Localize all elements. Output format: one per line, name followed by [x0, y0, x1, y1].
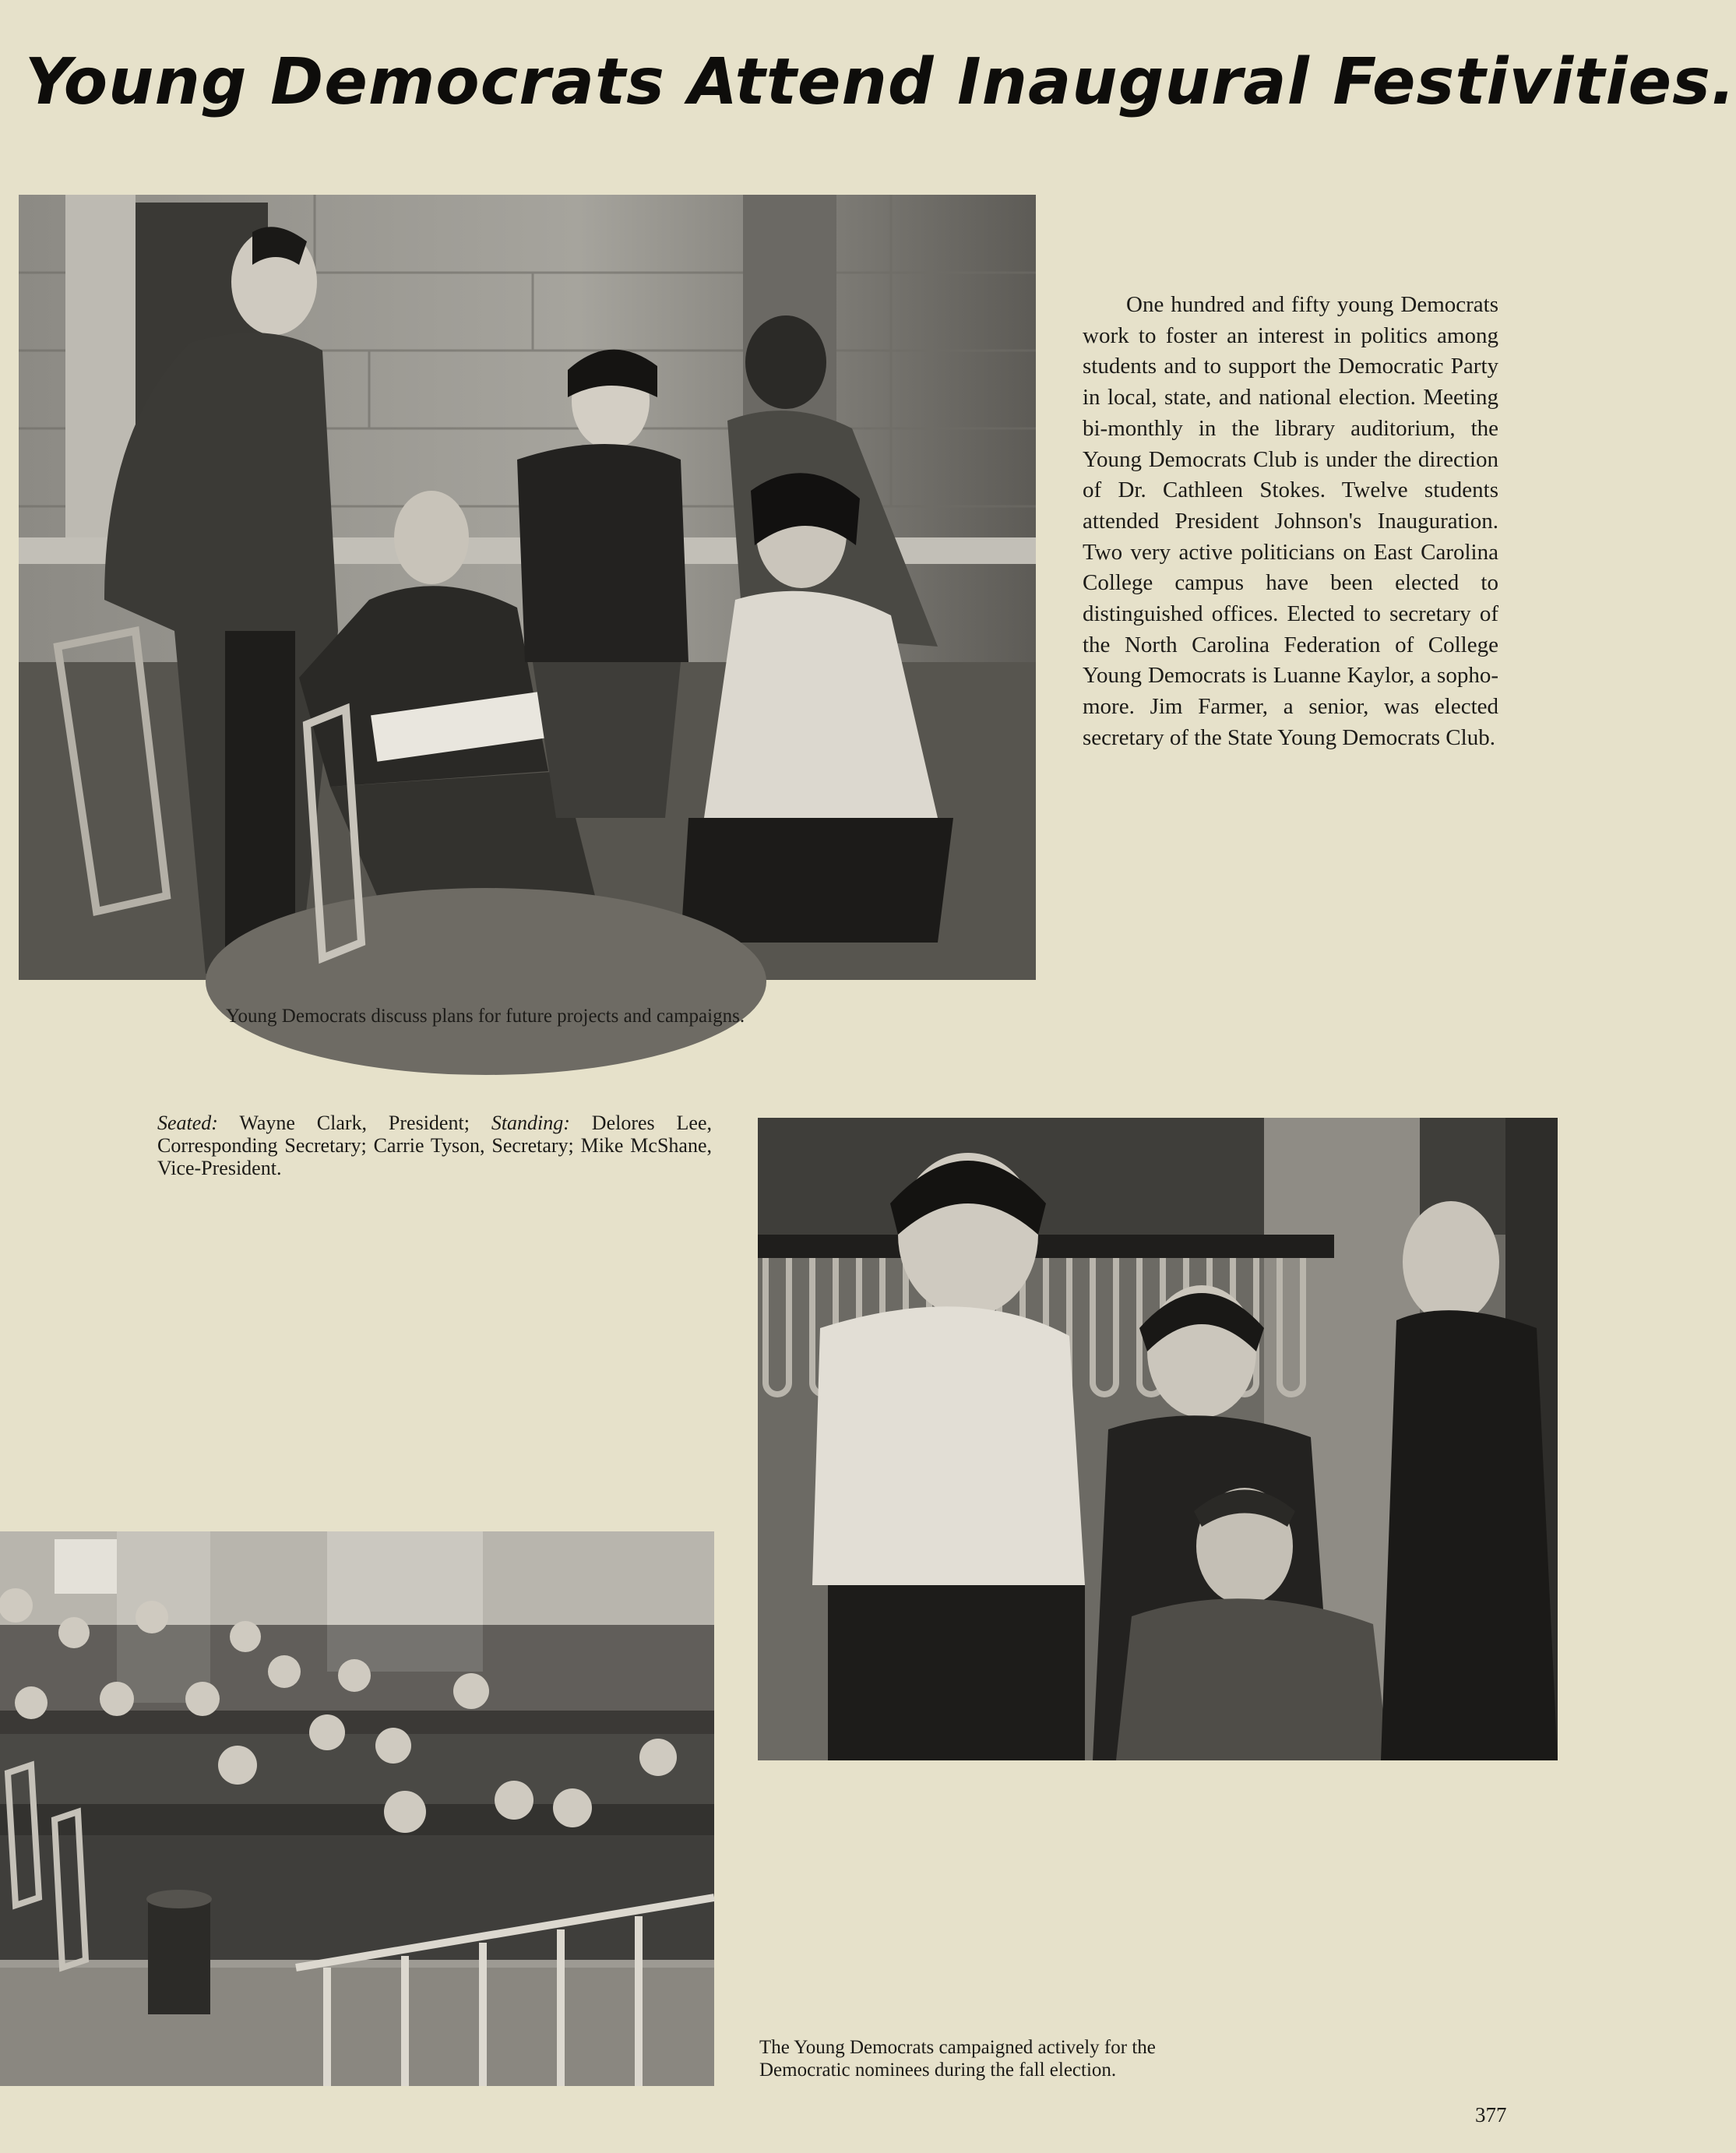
photo-officers-discussion	[19, 195, 1036, 980]
photo-club-members-image	[0, 1531, 714, 2086]
photo-club-members-caption: The Young Democrats campaigned actively for the Democratic nominees during the fall election.	[759, 2037, 1156, 2081]
seated-label: Seated:	[157, 1112, 218, 1134]
page-number: 377	[1475, 2103, 1507, 2127]
seated-names: Wayne Clark, President;	[217, 1112, 491, 1134]
photo-officers-caption: Young Democrats discuss plans for future projects and campaigns.	[226, 1006, 745, 1027]
photo-officers-staircase	[758, 1118, 1558, 1760]
photo-officers-discussion-image	[19, 195, 1036, 980]
standing-names: Delores Lee, Corresponding Secretary; Carrie Tyson, Secretary; Mike McShane, Vice-President.	[157, 1112, 712, 1179]
standing-label: Standing:	[491, 1112, 570, 1134]
officers-caption	[157, 1112, 712, 1179]
photo-club-members	[0, 1531, 714, 2086]
page-title: Young Democrats Attend Inaugural Festivities.	[25, 45, 1736, 119]
article-body: One hundred and fifty young Democrats work to foster an interest in politics among students and to support the Democratic Party in local, state, and national election. Meeting bi-monthly in the library auditorium, the Young Democrats Club is under the direction of Dr. Cathleen Stokes. Twelve students attended President Johnson's Inauguration. Two very active politicians on East Carolina College campus have been elected to distinguished offices. Elected to secretary of the North Carolina Federation of College Young Democrats is Luanne Kaylor, a sophomore. Jim Farmer, a senior, was elected secretary of the State Young Democrats Club.	[1083, 292, 1498, 750]
photo-officers-staircase-image	[758, 1118, 1558, 1760]
